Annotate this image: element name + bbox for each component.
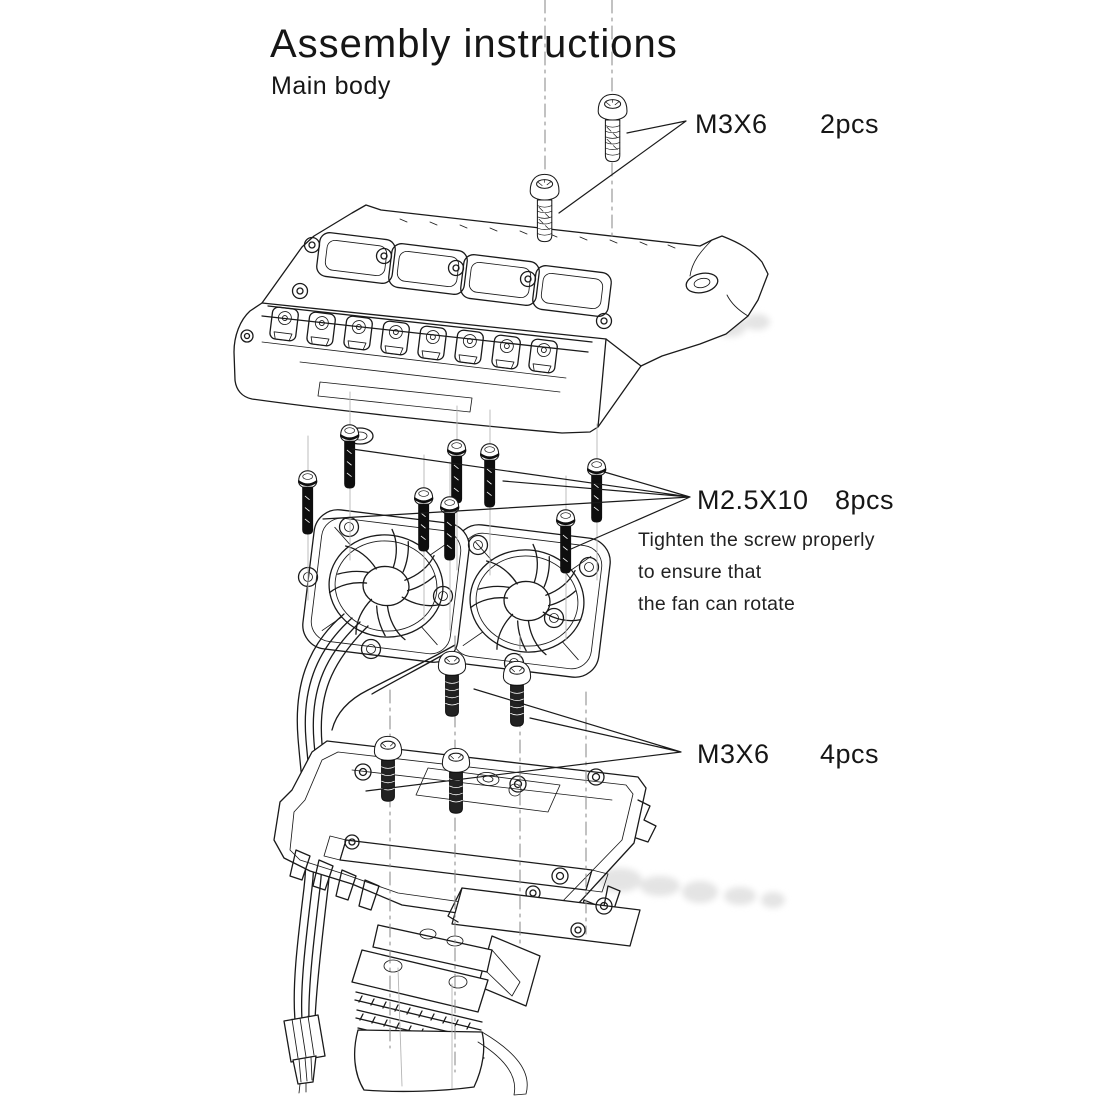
ribbon-cable bbox=[355, 1030, 484, 1091]
fan-note-line1: Tighten the screw properly bbox=[638, 529, 875, 551]
callout-case-part: M3X6 bbox=[697, 739, 770, 769]
fan-note-line2: to ensure that bbox=[638, 561, 762, 583]
page-title: Assembly instructions bbox=[270, 22, 678, 66]
bottom-case bbox=[274, 741, 656, 946]
callout-fan-part: M2.5X10 bbox=[697, 485, 809, 515]
wire-connector bbox=[284, 1015, 325, 1093]
page-subtitle: Main body bbox=[271, 72, 391, 100]
callout-top-part: M3X6 bbox=[695, 109, 768, 139]
callout-case-qty: 4pcs bbox=[820, 739, 880, 769]
fan-note-line3: the fan can rotate bbox=[638, 593, 796, 615]
top-cover-heatsink bbox=[234, 205, 768, 444]
callout-fan-qty: 8pcs bbox=[835, 485, 895, 515]
watermark-lower bbox=[598, 868, 785, 908]
ribbon-cable-assembly bbox=[352, 925, 540, 1095]
callout-top-qty: 2pcs bbox=[820, 109, 880, 139]
